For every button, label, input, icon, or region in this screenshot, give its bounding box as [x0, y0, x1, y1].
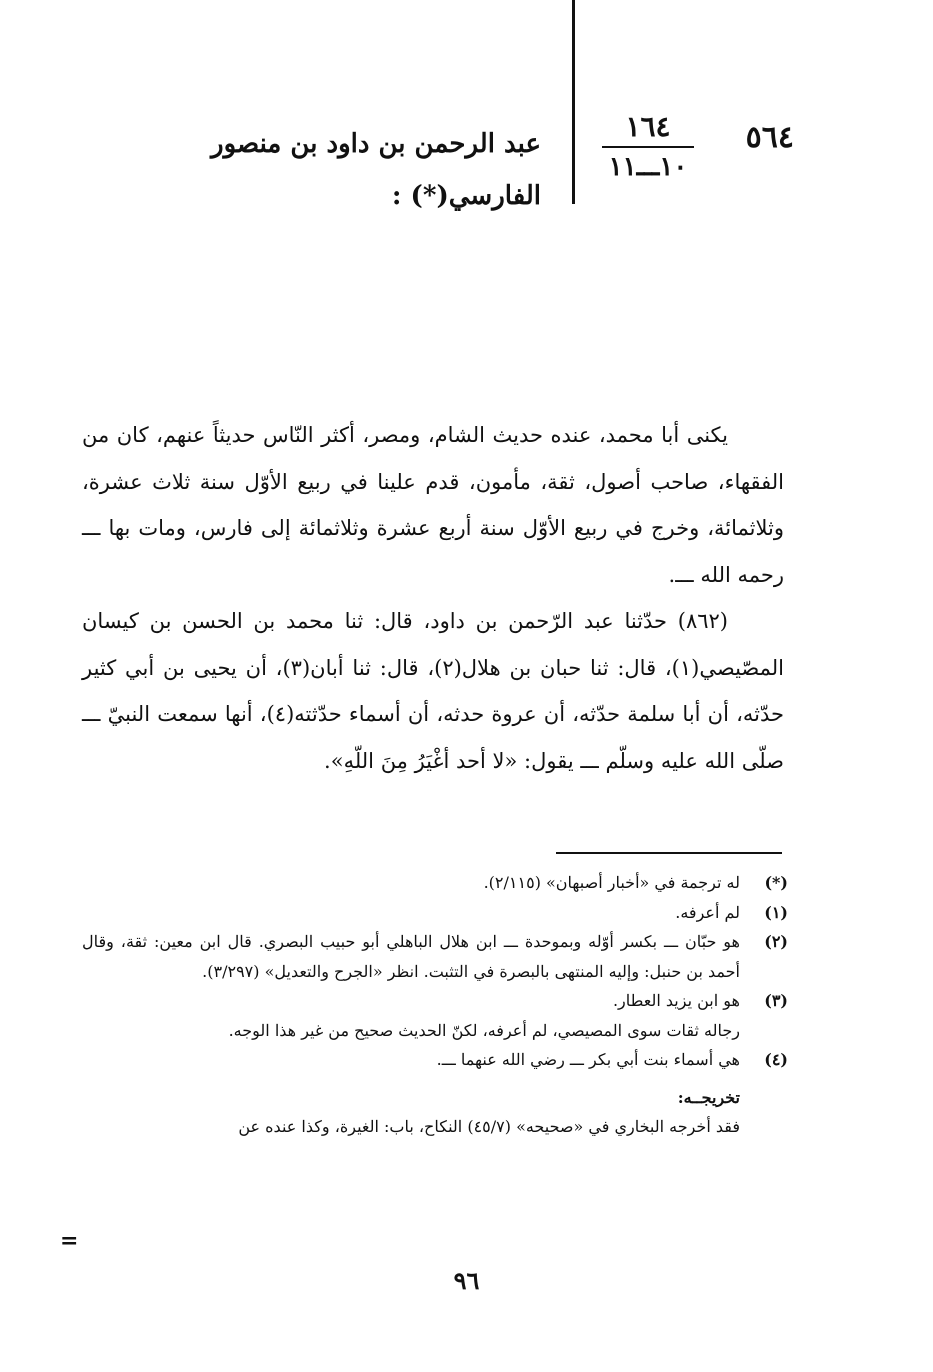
footnote-text: هو ابن يزيد العطار. — [612, 991, 740, 1010]
footnote-3 — [82, 986, 788, 1016]
footnotes — [82, 868, 788, 1142]
footnote-text: هو حبّان ـــ بكسر أوّله وبموحدة ـــ ابن هلال الباهلي أبو حبيب البصري. قال ابن معين: ثقة، وقال أحمد بن حنبل: وإليه المنتهى بالبصرة في التثبت. انظر «الجرح والتعديل» (٣/٢٩٧). — [82, 932, 740, 981]
body-text — [82, 412, 784, 784]
chain-assessment-note: رجاله ثقات سوى المصيصي، لم أعرفه، لكنّ الحديث صحيح من غير هذا الوجه. — [228, 1020, 740, 1040]
entry-number: ٥٦٤ — [745, 120, 794, 155]
footnote-2 — [82, 927, 788, 986]
page-number: ٩٦ — [453, 1266, 480, 1295]
footnote-text: هي أسماء بنت أبي بكر ـــ رضي الله عنهما ـــ. — [436, 1050, 740, 1069]
footnote-marker: (١) — [764, 902, 788, 922]
title-line-1: عبد الرحمن بن داود بن منصور — [211, 129, 541, 159]
footnote-text: له ترجمة في «أخبار أصبهان» (٢/١١٥). — [483, 873, 740, 892]
takhrij-heading: تخريجــه: — [677, 1087, 740, 1107]
footnote-4 — [82, 1045, 788, 1075]
footnote-marker: (*) — [764, 873, 788, 892]
footnote-marker: (٢) — [764, 932, 788, 951]
biography-paragraph: يكنى أبا محمد، عنده حديث الشام، ومصر، أكثر النّاس حديثاً عنهم، كان من الفقهاء، صاحب أصول، ثقة، مأمون، قدم علينا في ربيع الأوّل سنة ثلاث عشرة، وثلاثمائة، وخرج في ربيع الأوّل سنة أربع عشرة وثلاثمائة إلى فارس، ومات بها ـــ رحمه الله ـــ. — [82, 423, 784, 587]
footnote-1 — [82, 898, 788, 928]
takhrij-text: فقد أخرجه البخاري في «صحيحه» (٤٥/٧) النكاح، باب: الغيرة، وكذا عنده عن — [238, 1117, 740, 1136]
footnote-star — [82, 868, 788, 898]
fraction-bar — [602, 146, 694, 148]
hadith-paragraph: (٨٦٢) حدّثنا عبد الرّحمن بن داود، قال: ثنا محمد بن الحسن بن كيسان المصّيصي(١)، قال: ثنا حبان بن هلال(٢)، قال: ثنا أبان(٣)، أن يحيى بن أبي كثير حدّثه، أن أبا سلمة حدّثه، أن عروة حدثه، أن أسماء حدّثته(٤)، أنها سمعت النبيّ ـــ صلّى الله عليه وسلّم ـــ يقول: «لا أحد أغْيَرُ مِنَ اللّهِ». — [82, 609, 784, 773]
fraction-numerator: ١٦٤ — [625, 110, 671, 143]
hadith-reference-fraction — [596, 110, 700, 184]
footnote-marker: (٤) — [764, 1050, 788, 1069]
entry-title — [201, 118, 541, 222]
title-line-2: الفارسي(*) : — [391, 181, 541, 211]
header-divider — [572, 0, 575, 204]
footnote-separator — [556, 852, 782, 854]
continuation-mark: = — [60, 1228, 79, 1254]
fraction-denominator: ١٠ـــ١١ — [608, 152, 688, 182]
footnote-text: لم أعرفه. — [675, 902, 740, 922]
footnote-marker: (٣) — [764, 991, 788, 1010]
